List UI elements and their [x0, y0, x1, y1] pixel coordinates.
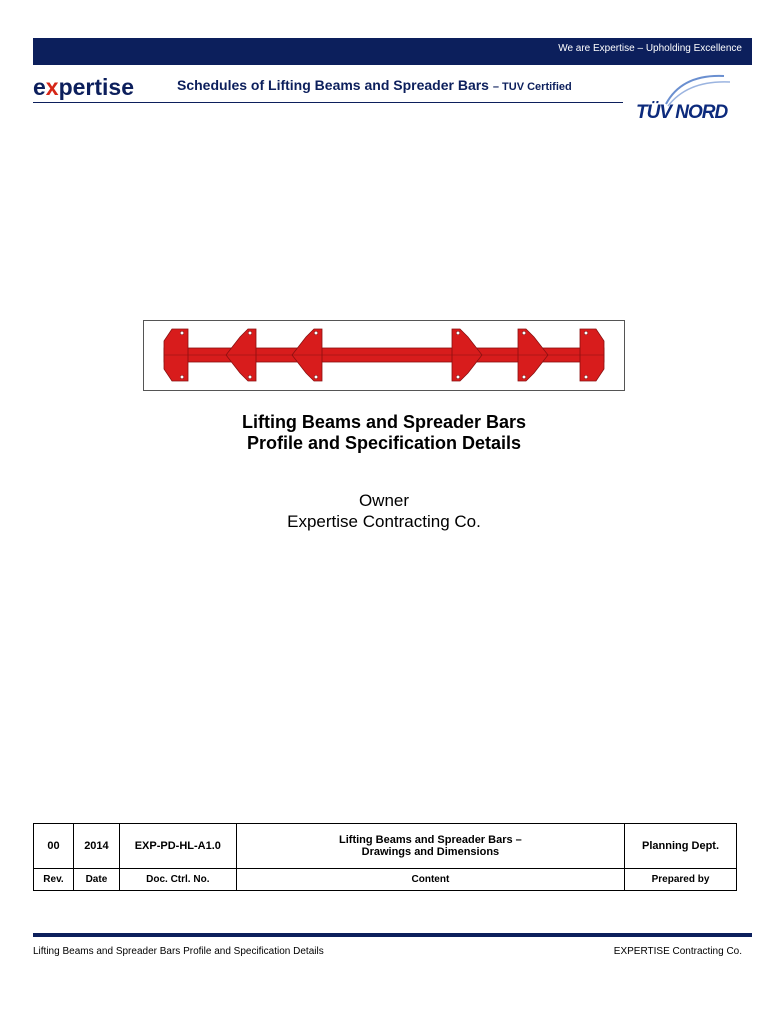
content-header: Content: [236, 869, 624, 891]
tagline: We are Expertise – Upholding Excellence: [558, 43, 742, 54]
rev-value: 00: [34, 824, 74, 869]
content-value: [236, 824, 624, 869]
document-title: [177, 77, 572, 93]
spreader-bar-drawing: [144, 321, 624, 390]
beam-illustration: [143, 320, 625, 391]
owner-label: Owner: [358, 491, 410, 510]
content-line-1: Lifting Beams and Spreader Bars –: [339, 834, 522, 846]
rev-header: Rev.: [34, 869, 74, 891]
doc-ctrl-no-header: Doc. Ctrl. No.: [119, 869, 236, 891]
cover-title-line-1: Lifting Beams and Spreader Bars: [241, 412, 527, 432]
tuv-nord-text: TÜV NORD: [636, 102, 728, 123]
content-line-2: Drawings and Dimensions: [361, 846, 500, 858]
footer-divider: [33, 933, 752, 937]
header-bar: [33, 38, 752, 65]
revision-table: [33, 823, 737, 891]
tuv-nord-logo: [632, 70, 752, 132]
footer-company: EXPERTISE Contracting Co.: [613, 946, 742, 957]
header-divider: [33, 102, 623, 103]
doc-ctrl-no-value: EXP-PD-HL-A1.0: [119, 824, 236, 869]
revision-row: [34, 824, 737, 869]
revision-header-row: [34, 869, 737, 891]
expertise-logo: expertise: [33, 74, 135, 100]
prepared-by-header: Prepared by: [625, 869, 737, 891]
prepared-by-value: Planning Dept.: [625, 824, 737, 869]
document-title-text: Schedules of Lifting Beams and Spreader Bars: [177, 77, 489, 93]
date-value: 2014: [73, 824, 119, 869]
footer-document-title: Lifting Beams and Spreader Bars Profile and Specification Details: [33, 946, 324, 957]
certification-label: – TUV Certified: [492, 81, 572, 93]
cover-title-line-2: Profile and Specification Details: [246, 433, 522, 453]
date-header: Date: [73, 869, 119, 891]
owner-name: Expertise Contracting Co.: [287, 512, 481, 531]
